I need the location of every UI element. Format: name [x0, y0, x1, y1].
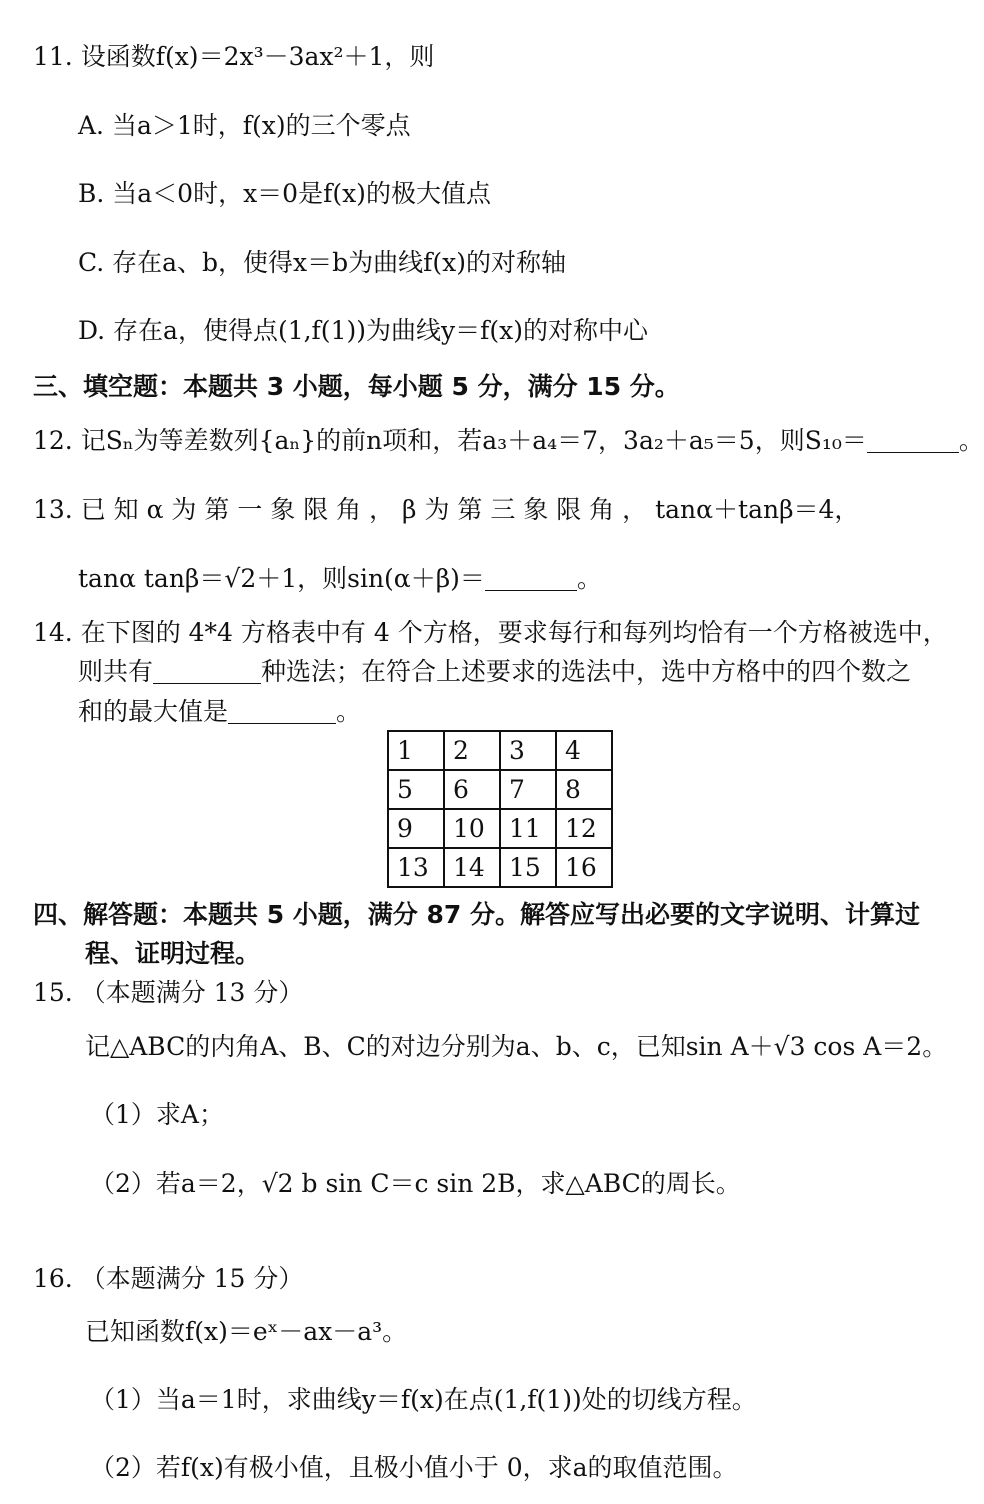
grid-cell: 9 [388, 809, 444, 848]
q13-line-1: 13. 已 知 α 为 第 一 象 限 角 ， β 为 第 三 象 限 角 ， tanα＋tanβ＝4， [33, 495, 860, 524]
q14-blank-2 [228, 697, 336, 724]
grid-cell: 15 [500, 848, 556, 887]
q11-option-a: A. 当a＞1时，f(x)的三个零点 [78, 111, 411, 140]
q11-option-d: D. 存在a，使得点(1,f(1))为曲线y＝f(x)的对称中心 [78, 316, 648, 345]
q15-stem: 记△ABC的内角A、B、C的对边分别为a、b、c，已知sin A＋√3 cos A＝2。 [85, 1032, 948, 1061]
grid-cell: 3 [500, 731, 556, 770]
q11-stem: 11. 设函数f(x)＝2x³－3ax²＋1，则 [33, 42, 435, 71]
question-12 [33, 424, 984, 458]
q16-part-2: （2）若f(x)有极小值，且极小值小于 0，求a的取值范围。 [90, 1453, 738, 1482]
q14-line-3 [78, 695, 361, 729]
grid-cell: 6 [444, 770, 500, 809]
q12-end: 。 [958, 426, 984, 455]
grid-cell: 13 [388, 848, 444, 887]
q16-stem: 已知函数f(x)＝eˣ－ax－a³。 [85, 1317, 408, 1346]
q12-text: 12. 记Sₙ为等差数列{aₙ}的前n项和，若a₃＋a₄＝7，3a₂＋a₅＝5，则S₁₀＝ [33, 426, 867, 455]
grid-row [388, 770, 612, 809]
grid-cell: 11 [500, 809, 556, 848]
q15-header: 15. （本题满分 13 分） [33, 978, 304, 1007]
q15-part-2: （2）若a＝2，√2 b sin C＝c sin 2B，求△ABC的周长。 [90, 1169, 741, 1198]
q14-line-3-post: 。 [336, 697, 362, 726]
grid-cell: 5 [388, 770, 444, 809]
q14-line-2-pre: 则共有 [78, 657, 154, 686]
grid-cell: 7 [500, 770, 556, 809]
grid-cell: 14 [444, 848, 500, 887]
grid-row [388, 848, 612, 887]
grid-cell: 8 [556, 770, 612, 809]
q13-answer-blank [485, 564, 577, 591]
q13-line-2 [78, 562, 602, 596]
q14-line-2 [78, 655, 911, 689]
section-4-heading-line-2: 程、证明过程。 [85, 939, 261, 968]
section-4-heading-line-1: 四、解答题：本题共 5 小题，满分 87 分。解答应写出必要的文字说明、计算过 [33, 900, 921, 929]
q12-answer-blank [867, 426, 959, 453]
grid-row [388, 731, 612, 770]
q15-part-1: （1）求A； [90, 1100, 224, 1129]
number-grid-table [387, 730, 613, 888]
grid-cell: 2 [444, 731, 500, 770]
q13-end: 。 [576, 564, 602, 593]
q13-line-2-text: tanα tanβ＝√2＋1，则sin(α＋β)＝ [78, 564, 485, 593]
q14-blank-1 [153, 657, 261, 684]
q11-option-b: B. 当a＜0时，x＝0是f(x)的极大值点 [78, 179, 491, 208]
q11-option-c: C. 存在a、b，使得x＝b为曲线f(x)的对称轴 [78, 248, 567, 277]
grid-cell: 16 [556, 848, 612, 887]
grid-cell: 10 [444, 809, 500, 848]
q16-part-1: （1）当a＝1时，求曲线y＝f(x)在点(1,f(1))处的切线方程。 [90, 1385, 757, 1414]
q14-line-3-pre: 和的最大值是 [78, 697, 229, 726]
grid-cell: 12 [556, 809, 612, 848]
grid-cell: 4 [556, 731, 612, 770]
q14-line-1: 14. 在下图的 4*4 方格表中有 4 个方格，要求每行和每列均恰有一个方格被选中， [33, 618, 948, 647]
grid-row [388, 809, 612, 848]
q16-header: 16. （本题满分 15 分） [33, 1264, 304, 1293]
q14-line-2-post: 种选法；在符合上述要求的选法中，选中方格中的四个数之 [261, 657, 912, 686]
section-3-heading: 三、填空题：本题共 3 小题，每小题 5 分，满分 15 分。 [33, 372, 680, 401]
grid-cell: 1 [388, 731, 444, 770]
